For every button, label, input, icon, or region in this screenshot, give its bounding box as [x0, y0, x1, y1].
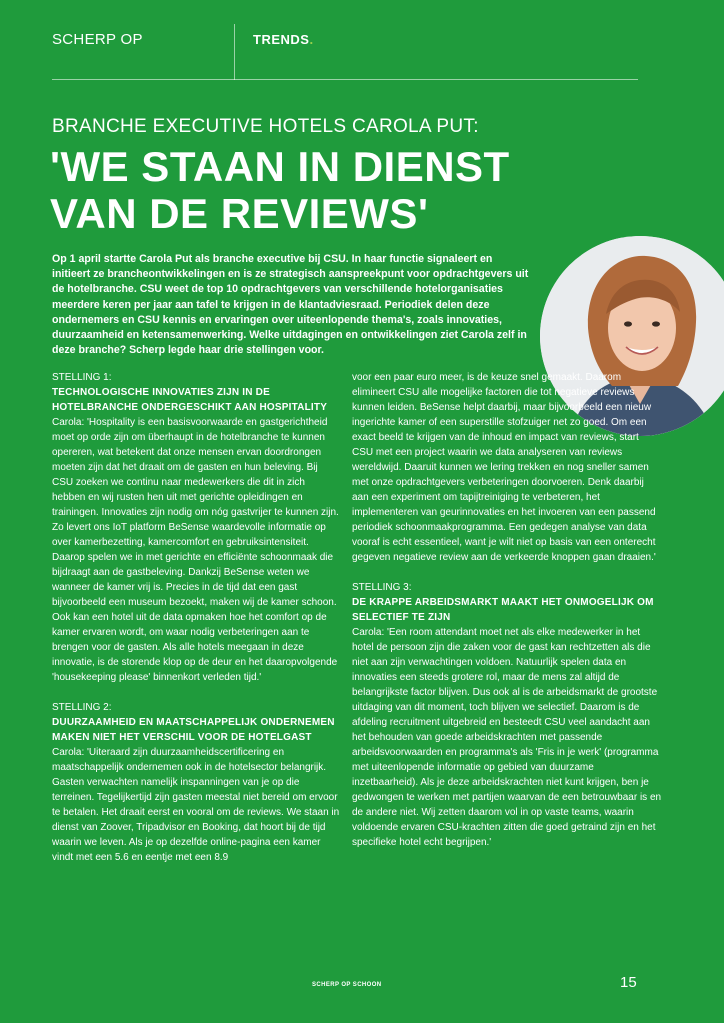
article-title-line-1: 'WE STAAN IN DIENST	[50, 143, 510, 190]
article-title	[50, 143, 510, 237]
section-spacer	[352, 565, 662, 580]
stelling-1-label: STELLING 1:	[52, 372, 112, 383]
section-spacer	[52, 685, 340, 700]
stelling-2-body-right: voor een paar euro meer, is de keuze snel gemaakt. Daarom elimineert CSU alle mogelijke factoren die tot negatieve reviews kunnen leiden. BeSense helpt daarbij, maar bijvoorbeeld een nieuw ingerichte kamer of een superstille stofzuiger net zo goed. Om een exact beeld te krijgen van de inhoud en impact van reviews, start CSU met een project waarin we data analyseren van reviews wereldwijd. Daaruit kunnen we lering trekken en nog sneller samen met onze opdrachtgevers verbeteringen doorvoeren. Denk daarbij aan een experiment om tapijtreiniging te verbeteren, het implementeren van geurinnovaties en het invoeren van een passend periodiek schoonmaakprogramma. Een gedegen analyse van data vooraf is echt essentieel, want je wilt niet op basis van een onterecht gegeven negatieve review aan de verkeerde knoppen gaan draaien.'	[352, 372, 656, 563]
stelling-2-body-left: Carola: 'Uiteraard zijn duurzaamheidscertificering en maatschappelijk ondernemen ook in de hotelsector belangrijk. Gasten verwachten namelijk inspanningen van je op die terreinen. Tegelijkertijd zijn gasten meestal niet bereid om ervoor te betalen. Het draait eerst en vooral om de reviews. We staan in dienst van Zoover, Tripadvisor en Booking, dat hoort bij de tijd waarin we leven. Als je op dezelfde online-pagina een kamer vindt met een 5.6 en eentje met een 8.9	[52, 747, 340, 863]
stelling-1-body: Carola: 'Hospitality is een basisvoorwaarde en gastgerichtheid moet op orde zijn om überhaupt in de hotelbranche te kunnen opereren, wat betekent dat onze mensen ervan doordrongen moeten zijn dat het draait om de gasten en hun beleving. Bij CSU zoeken we continu naar medewerkers die dit in zich hebben en wij rusten hen uit met gerichte opleidingen en trainingen. Innovaties zijn nodig om nóg gastvrijer te kunnen zijn. Zo levert ons IoT platform BeSense waardevolle informatie op over kamerbezetting, kamercomfort en gebruiksintensiteit. Daarop spelen we in met gerichte en efficiënte schoonmaak die bijdraagt aan de gastbeleving. Dankzij BeSense weten we wanneer de kamer vrij is. Precies in de tijd dat een gast bijvoorbeeld een museum bezoekt, maken wij de kamer schoon. Ook kan een hotel uit de data opmaken hoe het comfort op de kamer ervaren wordt, om waar nodig verbeteringen aan te brengen voor de gasten. Als alle hotels meegaan in deze innovatie, is de storende klop op de deur en het daaropvolgende 'housekeeping please' binnenkort verleden tijd.'	[52, 417, 339, 683]
trends-logo-dot: .	[309, 32, 314, 47]
article-intro: Op 1 april startte Carola Put als branche executive bij CSU. In haar functie signaleert en initieert ze brancheontwikkelingen en is ze strategisch aanspreekpunt voor opdrachtgevers uit de hotelbranche. CSU weet de top 10 opdrachtgevers van verschillende hotelorganisaties meerdere keren per jaar aan tafel te krijgen in de klantadviesraad. Periodiek delen deze ondernemers en CSU kennis en ervaringen over uiteenlopende thema's, zoals innovaties, duurzaamheid en ketensamenwerking. Welke uitdagingen en ontwikkelingen ziet Carola zelf in deze branche? Scherp legde haar drie stellingen voor.	[52, 253, 529, 357]
stelling-3-body: Carola: 'Een room attendant moet net als elke medewerker in het hotel de persoon zijn die zaken voor de gast kan rechtzetten als die niet aan zijn verwachtingen voldoen. Natuurlijk spelen data en innovaties een steeds grotere rol, maar de mens zal altijd de belangrijkste factor blijven. Dus ook al is de arbeidsmarkt de grootste uitdaging van dit moment, toch blijven we selectief. Daarom is de afdeling recruitment uitgebreid en besteedt CSU veel aandacht aan het behouden van goede arbeidskrachten met passende arbeidsvoorwaarden en programma's als 'Fris in je werk' (programma met uiteenlopende informatie op gebied van duurzame inzetbaarheid). Als je deze arbeidskrachten niet kunt krijgen, ben je gedwongen te werken met partijen waarvan de een betrouwbaar is en de andere niet. Wij zetten daarom vol in op vaste teams, waarin voldoende ervaren CSU-krachten zitten die goed getraind zijn en het specifieke hotel echt begrijpen.'	[352, 627, 662, 848]
stelling-3-heading: DE KRAPPE ARBEIDSMARKT MAAKT HET ONMOGELIJK OM SELECTIEF TE ZIJN	[352, 597, 654, 623]
footer-brand: SCHERP OP SCHOON	[312, 982, 382, 988]
trends-logo	[253, 32, 314, 47]
article-title-line-2: VAN DE REVIEWS'	[50, 190, 429, 237]
header-divider-horizontal	[52, 79, 638, 80]
column-left	[52, 370, 340, 865]
article-kicker: BRANCHE EXECUTIVE HOTELS CAROLA PUT:	[52, 116, 479, 137]
trends-logo-text: TRENDS	[253, 32, 310, 47]
page-number: 15	[620, 974, 637, 991]
stelling-2-heading: DUURZAAMHEID EN MAATSCHAPPELIJK ONDERNEMEN MAKEN NIET HET VERSCHIL VOOR DE HOTELGAST	[52, 717, 335, 743]
column-right	[352, 370, 662, 850]
header-divider-vertical	[234, 24, 235, 80]
stelling-3-label: STELLING 3:	[352, 582, 412, 593]
header-section-label: SCHERP OP	[52, 31, 143, 48]
stelling-2-label: STELLING 2:	[52, 702, 112, 713]
stelling-1-heading: TECHNOLOGISCHE INNOVATIES ZIJN IN DE HOTELBRANCHE ONDERGESCHIKT AAN HOSPITALITY	[52, 387, 328, 413]
